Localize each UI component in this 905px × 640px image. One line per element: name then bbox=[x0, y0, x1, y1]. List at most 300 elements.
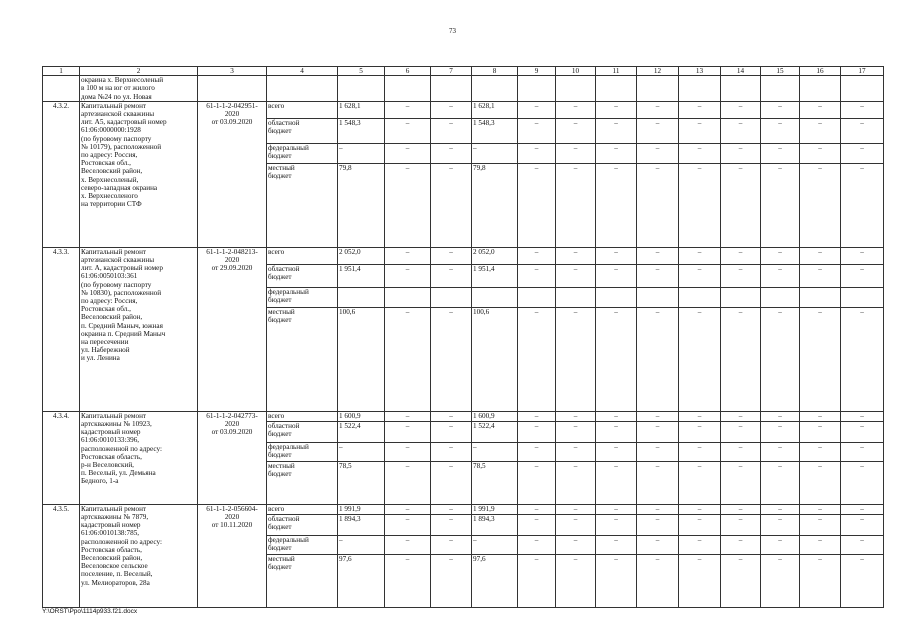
row-number: 4.3.5. bbox=[43, 504, 80, 607]
dash-cell: – bbox=[637, 143, 679, 163]
dash-cell: – bbox=[431, 535, 472, 554]
column-number: 2 bbox=[80, 67, 198, 76]
text-line: бюджет bbox=[268, 523, 292, 532]
empty-cell bbox=[761, 76, 800, 102]
dash-cell: – bbox=[679, 264, 721, 287]
text-line: по адресу: Россия, bbox=[81, 151, 138, 160]
text-line: местный bbox=[268, 461, 295, 470]
text-line: в 100 м на юг от жилого bbox=[81, 84, 155, 93]
dash-cell: – bbox=[518, 461, 556, 504]
dash-cell: – bbox=[721, 421, 761, 442]
text-line: областной bbox=[268, 514, 300, 523]
dash-cell: – bbox=[800, 247, 841, 264]
empty-cell bbox=[385, 76, 431, 102]
amount-total-cell: 1 894,3 bbox=[338, 514, 385, 535]
amount-total-cell: 1 548,3 bbox=[338, 118, 385, 143]
dash-cell: – bbox=[761, 307, 800, 411]
dash-cell: – bbox=[596, 247, 637, 264]
dash-cell: – bbox=[679, 118, 721, 143]
dash-cell: – bbox=[841, 535, 884, 554]
text-line: (по буровому паспорту bbox=[81, 280, 152, 289]
text-line: поселение, п. Веселый, bbox=[81, 570, 153, 579]
dash-cell: – bbox=[721, 307, 761, 411]
funding-source-cell bbox=[267, 554, 338, 607]
dash-cell: – bbox=[385, 442, 431, 461]
dash-cell: – bbox=[841, 514, 884, 535]
amount-total-cell: 1 600,9 bbox=[338, 411, 385, 421]
dash-cell: – bbox=[761, 535, 800, 554]
text-line: артезианской скважины bbox=[81, 110, 155, 119]
dash-cell: – bbox=[431, 554, 472, 607]
column-number: 6 bbox=[385, 67, 431, 76]
amount-total-cell: 79,8 bbox=[338, 163, 385, 247]
text-line: расположенной по адресу: bbox=[81, 537, 162, 546]
permit-code-cell bbox=[198, 247, 267, 411]
dash-cell: – bbox=[721, 442, 761, 461]
dash-cell: – bbox=[385, 264, 431, 287]
dash-cell bbox=[800, 287, 841, 307]
funding-source-cell bbox=[267, 118, 338, 143]
dash-cell: – bbox=[761, 118, 800, 143]
text-line: по адресу: Россия, bbox=[81, 297, 138, 306]
amount-total-cell: 1 951,4 bbox=[338, 264, 385, 287]
dash-cell: – bbox=[431, 411, 472, 421]
description-cell bbox=[80, 76, 198, 102]
text-line: всего bbox=[268, 411, 285, 420]
dash-cell: – bbox=[556, 514, 596, 535]
dash-cell: – bbox=[385, 535, 431, 554]
funding-source-cell bbox=[267, 287, 338, 307]
permit-code-cell bbox=[198, 101, 267, 247]
dash-cell bbox=[518, 287, 556, 307]
funding-source-cell bbox=[267, 535, 338, 554]
dash-cell: – bbox=[556, 535, 596, 554]
amount-year-cell: – bbox=[472, 442, 518, 461]
amount-year-cell: 1 991,9 bbox=[472, 504, 518, 514]
dash-cell: – bbox=[518, 442, 556, 461]
funding-source-cell bbox=[267, 461, 338, 504]
funding-source-cell bbox=[267, 101, 338, 118]
dash-cell: – bbox=[761, 247, 800, 264]
dash-cell: – bbox=[518, 554, 556, 607]
dash-cell: – bbox=[679, 421, 721, 442]
column-number: 3 bbox=[198, 67, 267, 76]
dash-cell: – bbox=[596, 163, 637, 247]
text-line: Веселовское сельское bbox=[81, 562, 148, 571]
text-line: лит. А5, кадастровый номер bbox=[81, 118, 167, 127]
permit-code-cell bbox=[198, 411, 267, 504]
dash-cell: – bbox=[556, 264, 596, 287]
dash-cell: – bbox=[841, 307, 884, 411]
dash-cell: – bbox=[596, 118, 637, 143]
dash-cell: – bbox=[679, 461, 721, 504]
amount-total-cell: – bbox=[338, 535, 385, 554]
dash-cell: – bbox=[596, 461, 637, 504]
text-line: федеральный bbox=[268, 442, 309, 451]
text-line: бюджет bbox=[268, 544, 292, 553]
dash-cell: – bbox=[841, 247, 884, 264]
amount-year-cell: 1 951,4 bbox=[472, 264, 518, 287]
text-line: п. Веселый, ул. Демьяна bbox=[81, 469, 156, 478]
amount-total-cell: 1 522,4 bbox=[338, 421, 385, 442]
column-number: 5 bbox=[338, 67, 385, 76]
dash-cell: – bbox=[385, 554, 431, 607]
dash-cell: – bbox=[841, 118, 884, 143]
dash-cell: – bbox=[556, 247, 596, 264]
dash-cell: – bbox=[637, 554, 679, 607]
row-number: 4.3.2. bbox=[43, 101, 80, 247]
dash-cell: – bbox=[518, 247, 556, 264]
column-number: 16 bbox=[800, 67, 841, 76]
amount-year-cell: 2 052,0 bbox=[472, 247, 518, 264]
text-line: артезианской скважины bbox=[81, 256, 155, 265]
dash-cell: – bbox=[385, 514, 431, 535]
dash-cell: – bbox=[761, 421, 800, 442]
text-line: на территории СТФ bbox=[81, 200, 142, 209]
empty-cell bbox=[679, 76, 721, 102]
dash-cell: – bbox=[431, 307, 472, 411]
dash-cell: – bbox=[800, 442, 841, 461]
dash-cell: – bbox=[385, 163, 431, 247]
description-cell bbox=[80, 504, 198, 607]
dash-cell: – bbox=[841, 461, 884, 504]
funding-source-cell bbox=[267, 143, 338, 163]
amount-total-cell: 1 628,1 bbox=[338, 101, 385, 118]
text-line: Ростовская обл., bbox=[81, 305, 131, 314]
empty-cell bbox=[338, 76, 385, 102]
dash-cell: – bbox=[679, 101, 721, 118]
text-line: № 10179), расположенной bbox=[81, 142, 162, 151]
column-number-row bbox=[43, 67, 884, 76]
text-line: дома №24 по ул. Новая bbox=[81, 92, 152, 101]
funding-source-cell bbox=[267, 421, 338, 442]
dash-cell: – bbox=[800, 421, 841, 442]
text-line: 2020 bbox=[224, 420, 240, 429]
empty-cell bbox=[841, 76, 884, 102]
amount-total-cell: 1 991,9 bbox=[338, 504, 385, 514]
dash-cell: – bbox=[431, 504, 472, 514]
dash-cell: – bbox=[637, 461, 679, 504]
amount-year-cell: 1 522,4 bbox=[472, 421, 518, 442]
dash-cell: – bbox=[800, 411, 841, 421]
dash-cell: – bbox=[556, 143, 596, 163]
dash-cell: – bbox=[556, 442, 596, 461]
text-line: бюджет bbox=[268, 316, 292, 325]
text-line: бюджет bbox=[268, 430, 292, 439]
text-line: бюджет bbox=[268, 470, 292, 479]
dash-cell: – bbox=[518, 307, 556, 411]
text-line: местный bbox=[268, 307, 295, 316]
text-line: 2020 bbox=[224, 256, 240, 265]
dash-cell: – bbox=[556, 118, 596, 143]
text-line: всего bbox=[268, 101, 285, 110]
dash-cell: – bbox=[679, 514, 721, 535]
column-number: 10 bbox=[556, 67, 596, 76]
amount-year-cell: – bbox=[472, 143, 518, 163]
dash-cell: – bbox=[596, 514, 637, 535]
dash-cell: – bbox=[637, 307, 679, 411]
dash-cell: – bbox=[721, 411, 761, 421]
text-line: всего bbox=[268, 504, 285, 513]
text-line: бюджет bbox=[268, 273, 292, 282]
text-line: бюджет bbox=[268, 152, 292, 161]
column-number: 13 bbox=[679, 67, 721, 76]
text-line: Капитальный ремонт bbox=[81, 247, 147, 256]
text-line: областной bbox=[268, 264, 300, 273]
dash-cell: – bbox=[800, 264, 841, 287]
text-line: на пересечении bbox=[81, 338, 129, 347]
dash-cell: – bbox=[637, 101, 679, 118]
funding-source-cell bbox=[267, 247, 338, 264]
dash-cell: – bbox=[431, 264, 472, 287]
text-line: артскважины № 7879, bbox=[81, 513, 149, 522]
dash-cell: – bbox=[721, 461, 761, 504]
column-number: 4 bbox=[267, 67, 338, 76]
column-number: 11 bbox=[596, 67, 637, 76]
dash-cell: – bbox=[518, 514, 556, 535]
dash-cell: – bbox=[841, 163, 884, 247]
dash-cell: – bbox=[800, 143, 841, 163]
dash-cell: – bbox=[596, 143, 637, 163]
text-line: федеральный bbox=[268, 143, 309, 152]
amount-year-cell: 1 548,3 bbox=[472, 118, 518, 143]
text-line: бюджет bbox=[268, 451, 292, 460]
dash-cell: – bbox=[841, 504, 884, 514]
dash-cell: – bbox=[800, 535, 841, 554]
dash-cell: – bbox=[518, 101, 556, 118]
empty-cell bbox=[637, 76, 679, 102]
amount-total-cell: 100,6 bbox=[338, 307, 385, 411]
amount-total-cell: 2 052,0 bbox=[338, 247, 385, 264]
text-line: окраина п. Средний Маныч bbox=[81, 329, 166, 338]
text-line: всего bbox=[268, 247, 285, 256]
dash-cell: – bbox=[556, 101, 596, 118]
dash-cell: – bbox=[556, 421, 596, 442]
dash-cell: – bbox=[761, 411, 800, 421]
permit-code-cell bbox=[198, 504, 267, 607]
dash-cell bbox=[431, 287, 472, 307]
dash-cell: – bbox=[800, 307, 841, 411]
dash-cell: – bbox=[637, 421, 679, 442]
dash-cell: – bbox=[721, 504, 761, 514]
dash-cell: – bbox=[721, 554, 761, 607]
text-line: Веселовский район, bbox=[81, 554, 143, 563]
text-line: Капитальный ремонт bbox=[81, 504, 147, 513]
text-line: Ростовская обл., bbox=[81, 159, 131, 168]
funding-source-cell bbox=[267, 163, 338, 247]
dash-cell: – bbox=[761, 163, 800, 247]
text-line: Веселовский район, bbox=[81, 313, 143, 322]
text-line: р-н Веселовский, bbox=[81, 461, 134, 470]
dash-cell: – bbox=[841, 101, 884, 118]
dash-cell: – bbox=[841, 411, 884, 421]
text-line: п. Средний Маныч, южная bbox=[81, 321, 163, 330]
funding-source-cell bbox=[267, 504, 338, 514]
text-line: 61:06:0000000:1928 bbox=[81, 126, 141, 135]
column-number: 8 bbox=[472, 67, 518, 76]
dash-cell bbox=[596, 287, 637, 307]
amount-year-cell: 1 628,1 bbox=[472, 101, 518, 118]
text-line: 61-1-1-2-048213- bbox=[206, 247, 258, 256]
description-cell bbox=[80, 101, 198, 247]
text-line: кадастровый номер bbox=[81, 428, 141, 437]
dash-cell: – bbox=[679, 307, 721, 411]
dash-cell: – bbox=[385, 504, 431, 514]
dash-cell bbox=[679, 287, 721, 307]
budget-table bbox=[42, 66, 884, 608]
dash-cell bbox=[761, 287, 800, 307]
text-line: окраина х. Верхнесоленый bbox=[81, 76, 164, 85]
dash-cell: – bbox=[679, 504, 721, 514]
text-line: от 10.11.2020 bbox=[211, 521, 253, 530]
empty-cell bbox=[472, 76, 518, 102]
dash-cell bbox=[385, 287, 431, 307]
dash-cell: – bbox=[385, 421, 431, 442]
empty-cell bbox=[556, 76, 596, 102]
dash-cell: – bbox=[518, 504, 556, 514]
dash-cell: – bbox=[556, 411, 596, 421]
dash-cell: – bbox=[596, 535, 637, 554]
amount-total-cell: – bbox=[338, 442, 385, 461]
text-line: Ростовская область, bbox=[81, 452, 142, 461]
dash-cell: – bbox=[679, 442, 721, 461]
dash-cell: – bbox=[596, 307, 637, 411]
dash-cell: – bbox=[556, 504, 596, 514]
dash-cell: – bbox=[841, 554, 884, 607]
dash-cell: – bbox=[761, 514, 800, 535]
dash-cell: – bbox=[841, 143, 884, 163]
empty-cell bbox=[198, 76, 267, 102]
dash-cell: – bbox=[518, 264, 556, 287]
text-line: (по буровому паспорту bbox=[81, 134, 152, 143]
dash-cell: – bbox=[518, 421, 556, 442]
dash-cell: – bbox=[761, 143, 800, 163]
text-line: бюджет bbox=[268, 127, 292, 136]
dash-cell: – bbox=[518, 411, 556, 421]
empty-cell bbox=[721, 76, 761, 102]
text-line: областной bbox=[268, 118, 300, 127]
dash-cell: – bbox=[721, 264, 761, 287]
row-number: 4.3.4. bbox=[43, 411, 80, 504]
dash-cell: – bbox=[431, 442, 472, 461]
amount-year-cell: 78,5 bbox=[472, 461, 518, 504]
dash-cell bbox=[637, 287, 679, 307]
column-number: 9 bbox=[518, 67, 556, 76]
dash-cell: – bbox=[637, 514, 679, 535]
text-line: Капитальный ремонт bbox=[81, 101, 147, 110]
column-number: 7 bbox=[431, 67, 472, 76]
empty-cell bbox=[800, 76, 841, 102]
dash-cell: – bbox=[637, 442, 679, 461]
dash-cell: – bbox=[800, 118, 841, 143]
dash-cell: – bbox=[679, 163, 721, 247]
funding-source-cell bbox=[267, 307, 338, 411]
dash-cell: – bbox=[596, 411, 637, 421]
text-line: кадастровый номер bbox=[81, 521, 141, 530]
dash-cell: – bbox=[637, 264, 679, 287]
text-line: от 03.09.2020 bbox=[211, 118, 253, 127]
dash-cell: – bbox=[431, 514, 472, 535]
dash-cell: – bbox=[800, 461, 841, 504]
dash-cell: – bbox=[721, 143, 761, 163]
dash-cell: – bbox=[556, 461, 596, 504]
column-number: 1 bbox=[43, 67, 80, 76]
text-line: 61:06:0010133:396, bbox=[81, 436, 140, 445]
empty-cell bbox=[518, 76, 556, 102]
text-line: Веселовский район, bbox=[81, 167, 143, 176]
dash-cell: – bbox=[800, 504, 841, 514]
text-line: расположенной по адресу: bbox=[81, 444, 162, 453]
dash-cell: – bbox=[385, 461, 431, 504]
text-line: от 29.09.2020 bbox=[211, 264, 253, 273]
dash-cell: – bbox=[556, 554, 596, 607]
dash-cell bbox=[556, 287, 596, 307]
dash-cell: – bbox=[596, 554, 637, 607]
dash-cell: – bbox=[679, 247, 721, 264]
funding-source-cell bbox=[267, 442, 338, 461]
text-line: 61-1-1-2-042773- bbox=[206, 411, 258, 420]
dash-cell: – bbox=[637, 247, 679, 264]
dash-cell: – bbox=[761, 554, 800, 607]
dash-cell: – bbox=[841, 442, 884, 461]
text-line: федеральный bbox=[268, 535, 309, 544]
dash-cell: – bbox=[800, 514, 841, 535]
dash-cell: – bbox=[679, 554, 721, 607]
dash-cell: – bbox=[518, 535, 556, 554]
dash-cell: – bbox=[637, 411, 679, 421]
dash-cell: – bbox=[431, 118, 472, 143]
amount-total-cell bbox=[338, 287, 385, 307]
dash-cell: – bbox=[721, 101, 761, 118]
table-row bbox=[43, 504, 884, 514]
text-line: № 10830), расположенной bbox=[81, 288, 162, 297]
table-row bbox=[43, 247, 884, 264]
description-cell bbox=[80, 411, 198, 504]
text-line: от 03.09.2020 bbox=[211, 428, 253, 437]
column-number: 17 bbox=[841, 67, 884, 76]
text-line: 61:06:0010138:785, bbox=[81, 529, 140, 538]
dash-cell: – bbox=[721, 118, 761, 143]
amount-year-cell: 79,8 bbox=[472, 163, 518, 247]
dash-cell: – bbox=[637, 163, 679, 247]
dash-cell: – bbox=[385, 307, 431, 411]
dash-cell: – bbox=[679, 411, 721, 421]
dash-cell: – bbox=[761, 442, 800, 461]
text-line: 61-1-1-2-042951- bbox=[206, 101, 258, 110]
dash-cell: – bbox=[721, 247, 761, 264]
amount-year-cell: 97,6 bbox=[472, 554, 518, 607]
text-line: федеральный bbox=[268, 287, 309, 296]
table-row bbox=[43, 411, 884, 421]
column-number: 12 bbox=[637, 67, 679, 76]
text-line: Бедного, 1-а bbox=[81, 477, 119, 486]
amount-year-cell: 100,6 bbox=[472, 307, 518, 411]
dash-cell: – bbox=[761, 101, 800, 118]
dash-cell: – bbox=[518, 163, 556, 247]
text-line: ул. Набережной bbox=[81, 346, 130, 355]
text-line: Капитальный ремонт bbox=[81, 411, 147, 420]
dash-cell: – bbox=[800, 163, 841, 247]
text-line: х. Верхнесоленый, bbox=[81, 175, 139, 184]
funding-source-cell bbox=[267, 264, 338, 287]
row-number: 4.3.3. bbox=[43, 247, 80, 411]
dash-cell: – bbox=[431, 101, 472, 118]
dash-cell: – bbox=[800, 101, 841, 118]
text-line: северо-западная окраина bbox=[81, 183, 158, 192]
amount-year-cell: 1 894,3 bbox=[472, 514, 518, 535]
dash-cell: – bbox=[431, 461, 472, 504]
dash-cell: – bbox=[596, 421, 637, 442]
